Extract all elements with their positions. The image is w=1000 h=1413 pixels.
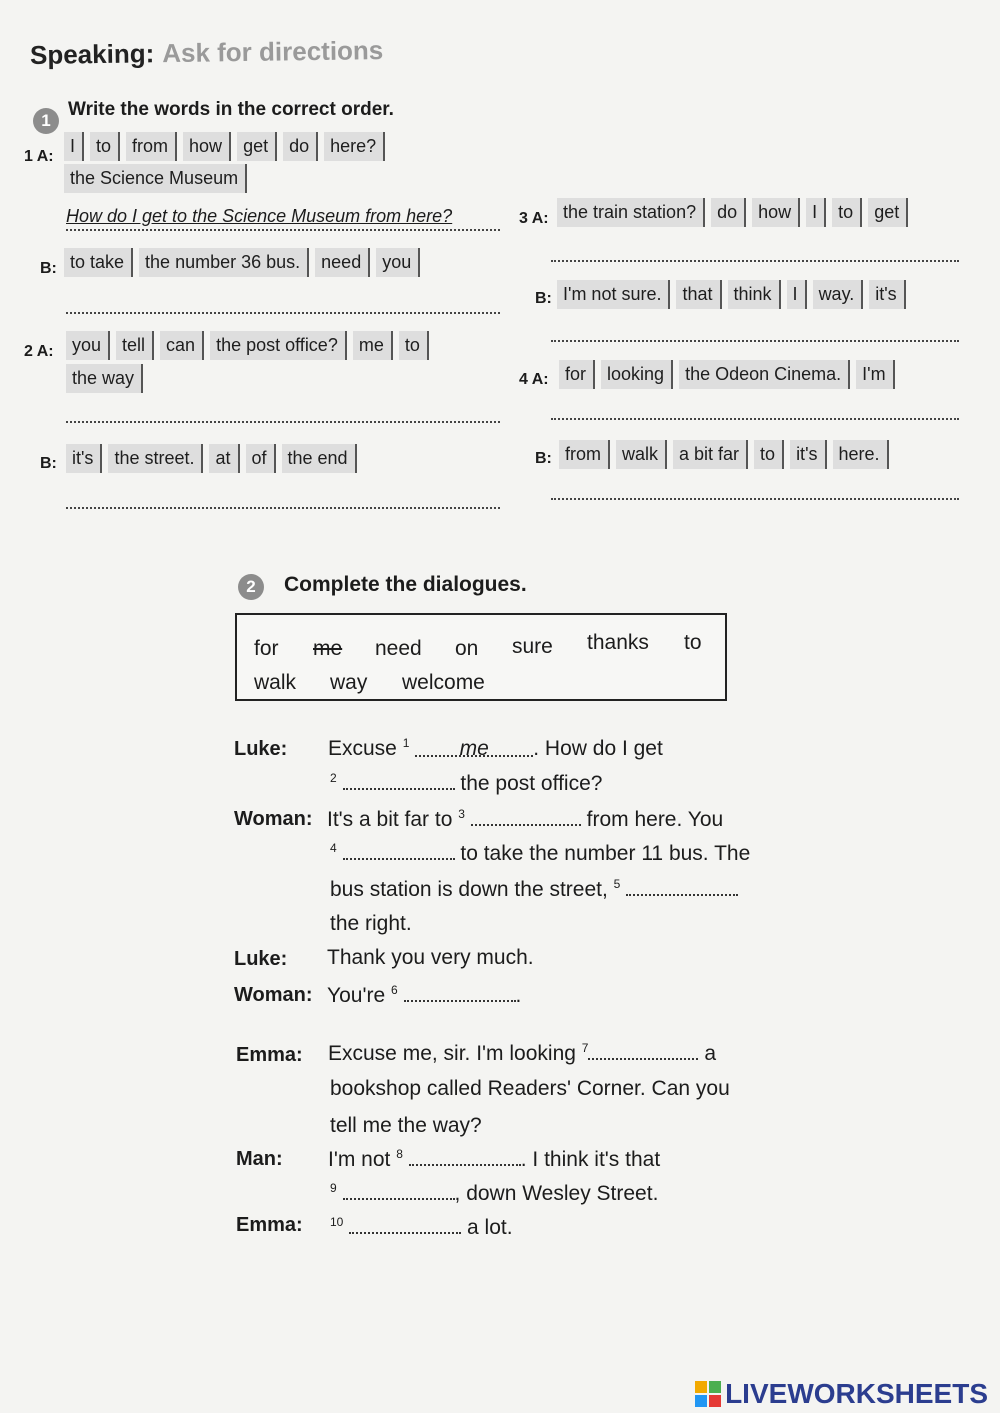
liveworksheets-logo: LIVEWORKSHEETS <box>695 1378 988 1410</box>
word-option: thanks <box>587 631 649 654</box>
dialogue-line: tell me the way? <box>330 1114 482 1137</box>
word-chips <box>64 132 385 161</box>
speaker-luke: Luke: <box>234 738 288 760</box>
dialogue-line: $^2$ the post office? <box>330 771 603 795</box>
word-chips <box>66 364 143 393</box>
word-chip[interactable]: the street. <box>108 444 203 473</box>
word-box <box>235 613 727 701</box>
speaker-luke: Luke: <box>234 948 288 970</box>
word-chips <box>557 198 908 227</box>
word-option: for <box>254 637 279 660</box>
word-chip[interactable]: it's <box>869 280 905 309</box>
item-label: 2 A: <box>24 343 54 360</box>
word-chip[interactable]: to take <box>64 248 133 277</box>
word-chip[interactable]: I <box>787 280 807 309</box>
word-option-used: me <box>313 637 343 660</box>
liveworksheets-icon <box>695 1381 721 1407</box>
word-chip[interactable]: a bit far <box>673 440 748 469</box>
word-chip[interactable]: for <box>559 360 595 389</box>
word-chip[interactable]: need <box>315 248 370 277</box>
word-chip[interactable]: the number 36 bus. <box>139 248 309 277</box>
dialogue-line: $^4$ to take the number 11 bus. The <box>330 841 751 865</box>
word-chip[interactable]: the Odeon Cinema. <box>679 360 850 389</box>
word-chip[interactable]: it's <box>66 444 102 473</box>
dialogue-line: the right. <box>330 912 412 935</box>
speaker-emma: Emma: <box>236 1214 303 1236</box>
word-chip[interactable]: of <box>246 444 276 473</box>
word-chips <box>66 444 357 473</box>
word-option: way <box>330 671 368 694</box>
word-chip[interactable]: here? <box>324 132 385 161</box>
dialogue-line: Excuse me, sir. I'm looking $^7$ a <box>328 1041 716 1065</box>
word-chip[interactable]: the train station? <box>557 198 705 227</box>
word-option: on <box>455 637 479 660</box>
word-chip[interactable]: at <box>209 444 239 473</box>
answer-line[interactable] <box>551 498 959 500</box>
word-option: need <box>375 637 422 660</box>
gap-5[interactable] <box>626 876 738 896</box>
word-option: sure <box>512 635 553 658</box>
word-chip[interactable]: to <box>399 331 429 360</box>
word-chip[interactable]: that <box>676 280 721 309</box>
gap-4[interactable] <box>343 840 455 860</box>
word-chips <box>559 360 895 389</box>
answer-line[interactable] <box>551 340 959 342</box>
gap-7[interactable] <box>588 1040 698 1060</box>
word-chip[interactable]: it's <box>790 440 826 469</box>
answer-line[interactable] <box>66 421 500 423</box>
dialogue-line: Thank you very much. <box>327 946 534 969</box>
dialogue-line: Excuse $^1$ me . How do I get <box>328 736 663 760</box>
exercise-1-number: 1 <box>33 108 59 134</box>
dialogue-line: It's a bit far to $^3$ from here. You <box>327 807 724 831</box>
word-chip[interactable]: can <box>160 331 204 360</box>
answer-line[interactable] <box>66 312 500 314</box>
word-chip[interactable]: do <box>283 132 318 161</box>
word-option: welcome <box>402 671 485 694</box>
item-label: 4 A: <box>519 371 549 388</box>
word-chip[interactable]: I <box>64 132 84 161</box>
word-chip[interactable]: get <box>237 132 277 161</box>
gap-2[interactable] <box>343 770 455 790</box>
speaker-woman: Woman: <box>234 984 313 1006</box>
item-label: B: <box>40 455 57 472</box>
word-chip[interactable]: the Science Museum <box>64 164 247 193</box>
word-chip[interactable]: tell <box>116 331 154 360</box>
word-chip[interactable]: you <box>376 248 420 277</box>
speaker-emma: Emma: <box>236 1044 303 1066</box>
dialogue-line: $^{10}$ a lot. <box>330 1215 513 1239</box>
page-title: Speaking: Ask for directions <box>29 35 384 70</box>
word-chip[interactable]: the way <box>66 364 143 393</box>
word-chips <box>557 280 906 309</box>
word-chip[interactable]: how <box>752 198 800 227</box>
dialogue-line: $^9$ , down Wesley Street. <box>330 1181 659 1205</box>
word-chip[interactable]: get <box>868 198 908 227</box>
gap-6[interactable] <box>404 982 516 1002</box>
answer-line[interactable] <box>551 260 959 262</box>
exercise-2-instruction: Complete the dialogues. <box>284 573 527 596</box>
answer-line[interactable] <box>66 507 500 509</box>
gap-10[interactable] <box>349 1214 461 1234</box>
word-chip[interactable]: think <box>728 280 781 309</box>
word-chip[interactable]: I <box>806 198 826 227</box>
item-label: 3 A: <box>519 210 549 227</box>
word-chip[interactable]: me <box>353 331 393 360</box>
answer-line[interactable] <box>551 418 959 420</box>
word-chip[interactable]: I'm not sure. <box>557 280 670 309</box>
gap-9[interactable] <box>343 1180 455 1200</box>
word-chip[interactable]: do <box>711 198 746 227</box>
speaker-man: Man: <box>236 1148 283 1170</box>
dialogue-line: bus station is down the street, $^5$ <box>330 876 738 902</box>
speaker-woman: Woman: <box>234 808 313 830</box>
example-answer: How do I get to the Science Museum from here? <box>66 206 453 226</box>
dialogue-line: I'm not $^8$ . I think it's that <box>328 1147 661 1171</box>
answer-line[interactable] <box>66 229 500 231</box>
gap-8[interactable] <box>409 1146 521 1166</box>
word-chip[interactable]: looking <box>601 360 673 389</box>
word-chip[interactable]: to <box>754 440 784 469</box>
word-chip[interactable]: how <box>183 132 231 161</box>
exercise-2-number: 2 <box>238 574 264 600</box>
exercise-1-instruction: Write the words in the correct order. <box>68 99 394 120</box>
word-chip[interactable]: here. <box>833 440 889 469</box>
word-chips <box>64 164 247 193</box>
word-chip[interactable]: to <box>832 198 862 227</box>
word-chip[interactable]: way. <box>813 280 864 309</box>
word-chips <box>66 331 429 360</box>
word-chip[interactable]: you <box>66 331 110 360</box>
gap-3[interactable] <box>471 806 581 826</box>
word-option: to <box>684 631 702 654</box>
word-chips <box>64 248 420 277</box>
word-chips <box>559 440 889 469</box>
word-chip[interactable]: from <box>126 132 177 161</box>
dialogue-line: bookshop called Readers' Corner. Can you <box>330 1077 730 1100</box>
gap-1[interactable]: me <box>415 737 533 757</box>
word-chip[interactable]: the end <box>282 444 357 473</box>
item-label: B: <box>40 260 57 277</box>
word-chip[interactable]: I'm <box>856 360 894 389</box>
word-chip[interactable]: the post office? <box>210 331 347 360</box>
item-label: B: <box>535 450 552 467</box>
item-label: 1 A: <box>24 148 54 165</box>
item-label: B: <box>535 290 552 307</box>
word-chip[interactable]: to <box>90 132 120 161</box>
word-chip[interactable]: from <box>559 440 610 469</box>
dialogue-line: You're $^6$ . <box>327 983 522 1007</box>
word-option: walk <box>254 671 297 694</box>
word-chip[interactable]: walk <box>616 440 667 469</box>
